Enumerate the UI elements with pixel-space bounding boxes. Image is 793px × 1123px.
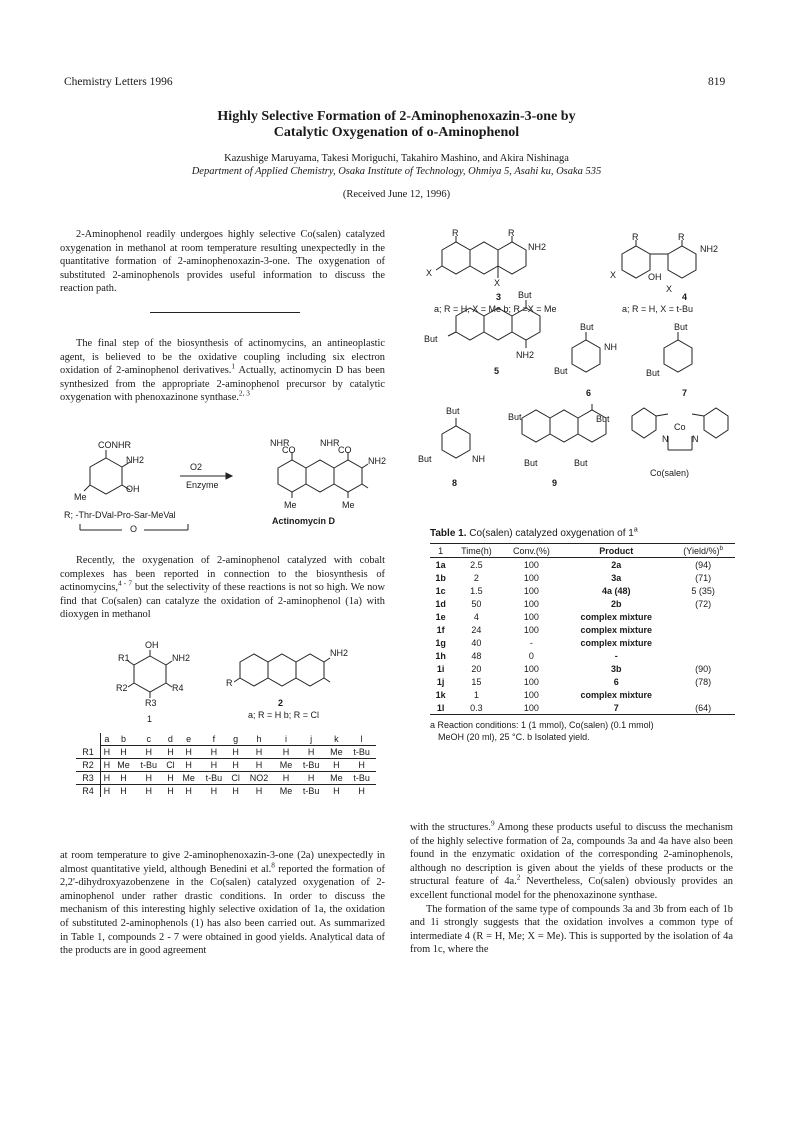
subst-row xyxy=(76,746,376,759)
table-1-cell: 1k xyxy=(435,689,446,700)
ref-8: 8 xyxy=(271,861,275,870)
subst-cell: t-Bu xyxy=(205,773,223,783)
ref-2: 2 xyxy=(516,873,521,882)
subst-row xyxy=(76,785,376,798)
label-co-2: CO xyxy=(338,445,352,455)
s3-sub: a; R = H, X = Me b; R =X = Me xyxy=(434,304,557,314)
subst-col-header: d xyxy=(163,733,178,746)
th-product: Product xyxy=(561,544,671,558)
s7-label: 7 xyxy=(682,388,688,398)
ref-2-3: 2, 3 xyxy=(238,389,250,398)
authors: Kazushige Maruyama, Takesi Moriguchi, Takahiro Mashino, and Akira Nishinaga xyxy=(224,153,569,164)
s1-r2: R2 xyxy=(116,683,128,693)
subst-cell: H xyxy=(282,747,290,757)
para4-text-b: Among these products useful to discuss the mechanism of the highly selective formation of 2a, compounds 3a and 4a have also been found in the enzymatic oxidation of the corresponding 2-aminophenols, although no description is given about the yields of these products or the structural feature of 4a. xyxy=(410,822,733,888)
label-me: Me xyxy=(74,492,87,502)
table-1-cell: 100 xyxy=(523,559,539,570)
subst-col-header: g xyxy=(228,733,243,746)
structures-3-9-svg xyxy=(412,228,734,496)
label-conhr: CONHR xyxy=(98,440,131,450)
s1-oh: OH xyxy=(145,640,159,650)
table-1-cell: 4 xyxy=(473,611,479,622)
th-yield-sup: b xyxy=(719,544,723,552)
title-line-2: Catalytic Oxygenation of o-Aminophenol xyxy=(273,125,520,140)
label-me-1: Me xyxy=(284,500,297,510)
s9-but-1: But xyxy=(508,412,522,422)
s4-r1: R xyxy=(632,232,639,242)
subst-cell: H xyxy=(167,747,174,757)
table-1-cell: 1h xyxy=(435,650,446,661)
table-1-cell: 1 xyxy=(473,689,479,700)
table-1-cell: 1.5 xyxy=(470,585,483,596)
subst-cell: H xyxy=(255,760,263,770)
abstract-divider xyxy=(150,312,300,313)
table-1-cell: (64) xyxy=(671,701,735,715)
table-1-footnote-a: a Reaction conditions: 1 (1 mmol), Co(salen) (0.1 mmol) xyxy=(430,720,654,730)
subst-cell: H xyxy=(232,786,239,796)
table-1-cell: 1b xyxy=(435,572,446,583)
s4-r2: R xyxy=(678,232,685,242)
table-1-cell: 24 xyxy=(471,624,482,635)
s4-oh: OH xyxy=(648,272,662,282)
label-o2: O2 xyxy=(190,462,203,472)
label-co-1: CO xyxy=(282,445,296,455)
ref-1: 1 xyxy=(231,362,235,371)
paragraph-1 xyxy=(60,337,385,405)
subst-cell: H xyxy=(255,747,263,757)
table-1-cell: 100 xyxy=(523,598,539,609)
subst-cell: H xyxy=(103,747,111,757)
subst-cell: H xyxy=(333,760,340,770)
table-1-cell: 2a xyxy=(611,559,622,570)
s4-label: 4 xyxy=(682,292,688,302)
salen-co: Co xyxy=(674,422,686,432)
table-1-footnotes xyxy=(430,719,735,743)
para4-text-c: Nevertheless, Co(salen) obviously provides an excellent functional model for the phenoxazinone synthase. xyxy=(410,876,733,901)
table-1-cell: 1g xyxy=(435,637,446,648)
subst-col-header: i xyxy=(275,733,297,746)
subst-cell: H xyxy=(307,747,315,757)
subst-col-header: c xyxy=(134,733,163,746)
table-1-caption xyxy=(430,528,735,539)
s9-but-3: But xyxy=(524,458,538,468)
label-me-2: Me xyxy=(342,500,355,510)
subst-cell: H xyxy=(255,786,263,796)
th-yield xyxy=(671,544,735,558)
table-1-cell: - xyxy=(614,650,618,661)
salen-n-1: N xyxy=(662,434,669,444)
subst-cell: Cl xyxy=(166,760,175,770)
label-r-definition: R; -Thr-DVal-Pro-Sar-MeVal xyxy=(64,510,176,520)
subst-cell: H xyxy=(145,786,152,796)
subst-cell: H xyxy=(358,786,365,796)
table-1-cell: 5 (35) xyxy=(691,585,715,596)
table-1-cell: 50 xyxy=(471,598,482,609)
table-1-body xyxy=(430,558,735,715)
para3-text-b: reported the formation of 2,2'-dihydroxyazobenzene in the Co(salen) catalyzed oxygenation of 2-aminophenol under rather drastic conditions. In order to discuss the mechanism of this interesting highly selective oxidation of 1a, the oxidation of substituted 2-aminophenols (1) has also been carried out. As summarized in Table 1, compounds 2 - 7 were obtained in good yields. Analytical data of the products are in good agreement xyxy=(60,863,385,957)
s8-label: 8 xyxy=(452,478,458,488)
label-oh: OH xyxy=(126,484,140,494)
table-1-cell xyxy=(671,623,735,636)
table-1-header-row xyxy=(430,544,735,558)
subst-cell: H xyxy=(210,786,218,796)
abstract-text: 2-Aminophenol readily undergoes highly selective Co(salen) catalyzed oxygenation in methanol at room temperature resulting unexpectedly in the quantitative formation of 2-aminophenoxazin-3-one. The oxygenation of substituted 2-aminophenols provides useful information to discuss the reaction path. xyxy=(60,229,385,295)
subst-cell: H xyxy=(232,760,239,770)
table-1-caption-text: Co(salen) catalyzed oxygenation of 1 xyxy=(466,528,634,539)
subst-col-header: e xyxy=(178,733,200,746)
subst-cell: H xyxy=(185,747,192,757)
s4-x1: X xyxy=(610,270,617,280)
table-1-cell: complex mixture xyxy=(580,689,652,700)
subst-cell: H xyxy=(358,760,365,770)
s8-nh: NH xyxy=(472,454,485,464)
ref-9: 9 xyxy=(490,819,495,828)
table-1-row xyxy=(430,701,735,715)
s6-but-1: But xyxy=(580,322,594,332)
table-1-cell: 2.5 xyxy=(470,559,483,570)
para3-text: at room temperature to give 2-aminophenoxazin-3-one (2a) unexpectedly in almost quantitative yield, although Benedini et al. xyxy=(60,850,385,875)
table-1-cell: 15 xyxy=(471,676,482,687)
table-1-cell: 40 xyxy=(471,637,482,648)
table-1-cell: 6 xyxy=(613,676,619,687)
subst-cell: Me xyxy=(182,773,195,783)
subst-col-header: a xyxy=(101,733,113,746)
table-1-cell xyxy=(671,636,735,649)
subst-cell: Me xyxy=(330,747,343,757)
subst-table xyxy=(76,733,376,797)
table-1-cell: complex mixture xyxy=(580,611,652,622)
s3-x1: X xyxy=(426,268,433,278)
table-1-cell: 1l xyxy=(430,701,451,715)
subst-cell: Me xyxy=(330,773,343,783)
para2-text-b: but the selectivity of these reactions is not so high. We now find that Co(salen) can catalyze the oxidation of 2-aminophenol (1a) with dioxygen in methanol xyxy=(60,582,385,621)
label-enzyme: Enzyme xyxy=(186,480,219,490)
label-nhr-2: NHR xyxy=(320,438,340,448)
table-1-cell: 4a (48) xyxy=(601,585,631,596)
paragraph-5: The formation of the same type of compounds 3a and 3b from each of 1b and 1i strongly suggests that the oxidation involves a common type of intermediate 4 (R = H, Me; X = Me). This is supported by the isolation of 4a from 1c, where the xyxy=(410,903,733,956)
subst-col-header: f xyxy=(200,733,229,746)
table-1-cell: 100 xyxy=(502,701,562,715)
subst-cell: H xyxy=(232,747,239,757)
subst-row-name: R4 xyxy=(76,785,101,798)
salen-label: Co(salen) xyxy=(650,468,690,478)
subst-cell: Cl xyxy=(231,773,240,783)
paragraph-4 xyxy=(410,821,733,957)
para4-text: with the structures. xyxy=(410,822,491,833)
table-1-grid xyxy=(430,543,735,715)
subst-col-header: h xyxy=(243,733,275,746)
abstract xyxy=(60,228,385,296)
th-yield-text: (Yield/%) xyxy=(683,545,720,556)
subst-col-header: b xyxy=(113,733,135,746)
table-1-cell: - xyxy=(529,637,533,648)
table-1-cell: 1a xyxy=(435,559,446,570)
s3-nh2: NH2 xyxy=(528,242,547,252)
s9-but-4: But xyxy=(574,458,588,468)
subst-cell: H xyxy=(103,773,111,783)
table-1-cell: 1f xyxy=(436,624,445,635)
title-line-1: Highly Selective Formation of 2-Aminophenoxazin-3-one by xyxy=(217,109,576,124)
structures-1-2 xyxy=(90,638,390,724)
subst-cell: H xyxy=(307,773,315,783)
table-1-caption-bold: Table 1. xyxy=(430,528,467,539)
subst-cell: H xyxy=(103,786,111,796)
subst-col-header: k xyxy=(326,733,348,746)
s1-r3: R3 xyxy=(145,698,157,708)
s1-label: 1 xyxy=(147,714,153,724)
subst-col-header: l xyxy=(347,733,376,746)
s3-r2: R xyxy=(508,228,515,238)
subst-cell: Me xyxy=(279,786,293,796)
s6-nh: NH xyxy=(604,342,617,352)
table-1-cell: 20 xyxy=(471,663,482,674)
s6-but-2: But xyxy=(554,366,568,376)
th-time: Time(h) xyxy=(451,544,502,558)
affiliation: Department of Applied Chemistry, Osaka Institute of Technology, Ohmiya 5, Asahi ku, Osaka 535 xyxy=(191,166,602,177)
subst-cell: H xyxy=(333,786,340,796)
subst-cell: H xyxy=(120,786,127,796)
table-1-caption-sup: a xyxy=(633,526,638,534)
s5-label: 5 xyxy=(494,366,500,376)
subst-col-header: j xyxy=(297,733,326,746)
received-date: (Received June 12, 1996) xyxy=(342,189,451,200)
s3-x2: X xyxy=(494,278,501,288)
s9-but-2: But xyxy=(596,414,610,424)
s4-sub: a; R = H, X = t-Bu xyxy=(622,304,694,314)
s3-r1: R xyxy=(452,228,459,238)
label-nhr-1: NHR xyxy=(270,438,290,448)
table-1-cell: 100 xyxy=(523,676,539,687)
paragraph-3 xyxy=(60,849,385,958)
table-1-cell: 0.3 xyxy=(451,701,502,715)
s8-but-2: But xyxy=(418,454,432,464)
subst-cell: H xyxy=(145,747,152,757)
th-conv: Conv.(%) xyxy=(502,544,562,558)
table-1-cell: 2b xyxy=(610,598,622,609)
table-1-cell: 100 xyxy=(523,624,539,635)
subst-row xyxy=(76,759,376,772)
table-1-cell: 1i xyxy=(436,663,445,674)
s5-nh2: NH2 xyxy=(516,350,535,360)
salen-n-2: N xyxy=(692,434,699,444)
s6-label: 6 xyxy=(586,388,592,398)
table-1-row xyxy=(430,688,735,701)
table-1-row xyxy=(430,636,735,649)
ref-4-7: 4 - 7 xyxy=(118,579,132,588)
page-number: 819 xyxy=(708,76,726,88)
table-1-cell: 100 xyxy=(523,572,539,583)
para1-text: The final step of the biosynthesis of actinomycins, an antineoplastic agent, is believed to be the oxidative coupling including six electron oxidation of 2-aminophenol derivatives. xyxy=(60,338,385,377)
table-1-cell: 7 xyxy=(561,701,671,715)
table-1-row xyxy=(430,571,735,584)
table-1-cell: 2 xyxy=(473,572,479,583)
journal-header: Chemistry Letters 1996 xyxy=(64,76,173,88)
subst-row xyxy=(76,772,376,785)
table-1-cell: 100 xyxy=(523,689,539,700)
s2-label: 2 xyxy=(278,698,284,708)
table-1-cell: 1j xyxy=(436,676,445,687)
table-1-row xyxy=(430,558,735,572)
subst-cell: H xyxy=(145,773,152,783)
table-1-footnote-b: MeOH (20 ml), 25 °C. b Isolated yield. xyxy=(438,732,590,742)
table-1-cell: 0 xyxy=(528,650,534,661)
label-o-link: O xyxy=(130,524,138,534)
subst-cell: H xyxy=(210,747,218,757)
table-1-cell: 1c xyxy=(435,585,446,596)
table-1-cell xyxy=(671,649,735,662)
table-1-cell: complex mixture xyxy=(580,637,652,648)
label-actinomycin-d: Actinomycin D xyxy=(272,516,336,526)
s4-x2: X xyxy=(666,284,673,294)
subst-cell: Me xyxy=(279,760,293,770)
s3-label: 3 xyxy=(496,292,502,302)
subst-cell: H xyxy=(185,786,192,796)
subst-cell: t-Bu xyxy=(302,760,320,770)
label-nh2: NH2 xyxy=(126,455,145,465)
substituent-table xyxy=(76,733,376,797)
table-1-cell: 1d xyxy=(435,598,446,609)
table-1-cell: (72) xyxy=(695,598,712,609)
subst-cell: H xyxy=(103,760,111,770)
subst-cell: H xyxy=(120,747,127,757)
s7-but-2: But xyxy=(646,368,660,378)
table-1-cell xyxy=(671,610,735,623)
subst-row-name: R3 xyxy=(76,772,101,785)
s1-r4: R4 xyxy=(172,683,184,693)
s5-but-2: But xyxy=(424,334,438,344)
table-1-row xyxy=(430,610,735,623)
paragraph-2 xyxy=(60,554,385,622)
table-1-row xyxy=(430,662,735,675)
s2-nh2: NH2 xyxy=(330,648,349,658)
label-nh2-b: NH2 xyxy=(368,456,387,466)
structures-3-9 xyxy=(412,228,734,496)
table-1-row xyxy=(430,597,735,610)
table-1-row xyxy=(430,623,735,636)
subst-cell: t-Bu xyxy=(353,773,370,783)
subst-corner xyxy=(76,733,101,746)
table-1-cell xyxy=(671,688,735,701)
table-1-cell: 48 xyxy=(471,650,482,661)
s1-r1: R1 xyxy=(118,653,130,663)
table-1-row xyxy=(430,675,735,688)
subst-cell: NO2 xyxy=(249,773,269,783)
scheme-actinomycin xyxy=(60,436,390,536)
table-1-cell: 1e xyxy=(435,611,446,622)
s4-nh2: NH2 xyxy=(700,244,719,254)
subst-cell: t-Bu xyxy=(140,760,157,770)
table-1-row xyxy=(430,649,735,662)
s2-r: R xyxy=(226,678,233,688)
table-1-row xyxy=(430,584,735,597)
subst-header-row xyxy=(76,733,376,746)
s8-but-1: But xyxy=(446,406,460,416)
table-1-cell: (90) xyxy=(695,663,712,674)
subst-cell: Me xyxy=(117,760,130,770)
para1-text-b: Actually, actinomycin D has been synthesized from the appropriate 2-aminophenol precursor by catalytic oxygenation with phenoxazinone synthase. xyxy=(60,365,385,404)
s9-label: 9 xyxy=(552,478,558,488)
subst-row-name: R2 xyxy=(76,759,101,772)
table-1-cell: 3a xyxy=(611,572,622,583)
table-1-cell: (94) xyxy=(695,559,712,570)
subst-cell: H xyxy=(120,773,127,783)
subst-cell: t-Bu xyxy=(353,747,370,757)
table-1 xyxy=(430,528,735,743)
subst-row-name: R1 xyxy=(76,746,101,759)
s5-but-1: But xyxy=(518,290,532,300)
table-1-cell: 100 xyxy=(523,663,539,674)
subst-cell: t-Bu xyxy=(302,786,320,796)
s1-nh2: NH2 xyxy=(172,653,191,663)
table-1-cell: 100 xyxy=(523,585,539,596)
table-1-cell: (78) xyxy=(695,676,712,687)
table-1-cell: 100 xyxy=(523,611,539,622)
s2-sub: a; R = H b; R = Cl xyxy=(248,710,320,720)
subst-cell: H xyxy=(282,773,290,783)
subst-cell: H xyxy=(210,760,218,770)
table-1-cell: (71) xyxy=(695,572,712,583)
th-1: 1 xyxy=(430,544,451,558)
table-1-cell: complex mixture xyxy=(580,624,652,635)
subst-cell: H xyxy=(167,773,174,783)
para2-text: Recently, the oxygenation of 2-aminophenol catalyzed with cobalt complexes has been reported in connection to the biosynthesis of actinomycins, xyxy=(60,555,385,594)
s7-but-1: But xyxy=(674,322,688,332)
table-1-cell: 3b xyxy=(610,663,622,674)
subst-cell: H xyxy=(185,760,192,770)
subst-cell: H xyxy=(167,786,174,796)
